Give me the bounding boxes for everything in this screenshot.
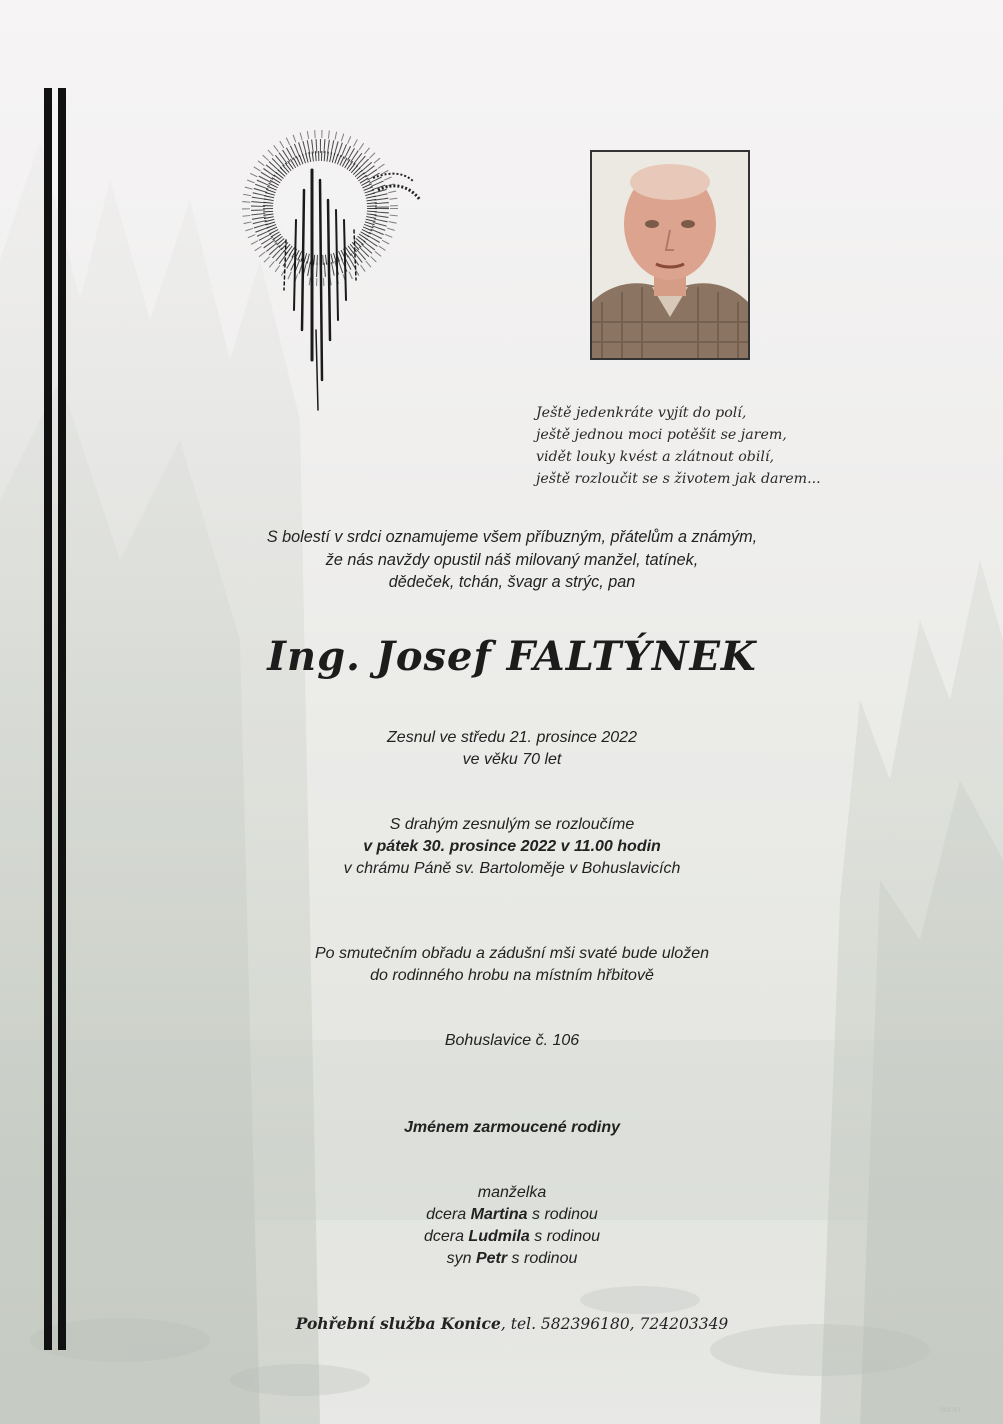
ceremony-intro: S drahým zesnulým se rozloučíme [389, 816, 635, 833]
mourning-bar-outer [44, 88, 52, 1350]
mourning-bar-inner [58, 88, 66, 1350]
intro-line: že nás navždy opustil náš milovaný manžel, tatínek, [325, 550, 699, 569]
ceremony-datetime: v pátek 30. prosince 2022 v 11.00 hodin [363, 838, 661, 855]
burial-info [140, 943, 884, 987]
ceremony-info [140, 814, 884, 880]
family-member [140, 1248, 884, 1270]
ceremony-place: v chrámu Páně sv. Bartoloměje v Bohuslavicích [343, 860, 681, 877]
poem-line: vidět louky kvést a zlátnout obilí, [536, 449, 774, 465]
member-name: Ludmila [468, 1228, 530, 1245]
portrait-photo [590, 150, 750, 360]
poem-line: ještě rozloučit se s životem jak darem... [536, 471, 821, 487]
family-wife: manželka [477, 1184, 547, 1201]
death-date: Zesnul ve středu 21. prosince 2022 [387, 729, 637, 746]
relation-suffix: s rodinou [511, 1250, 578, 1267]
relation-suffix: s rodinou [534, 1228, 601, 1245]
relation: dcera [423, 1228, 464, 1245]
relation: dcera [426, 1206, 467, 1223]
family-member [140, 1204, 884, 1226]
death-age: ve věku 70 let [462, 751, 562, 768]
watermark: ©MCST [939, 1408, 961, 1414]
family-address: Bohuslavice č. 106 [444, 1032, 580, 1049]
poem-line: ještě jednou moci potěšit se jarem, [536, 427, 787, 443]
intro-line: S bolestí v srdci oznamujeme všem příbuzným, přátelům a známým, [266, 528, 758, 546]
poem [536, 402, 866, 490]
family-list [140, 1182, 884, 1270]
family-member [140, 1226, 884, 1248]
funeral-service-phone: , tel. 582396180, 724203349 [500, 1315, 729, 1333]
funeral-service-name: Pohřební služba Konice [295, 1314, 501, 1333]
poem-line: Ještě jedenkráte vyjít do polí, [536, 405, 747, 421]
death-info [140, 727, 884, 771]
deceased-name: Ing. Josef FALTÝNEK [267, 633, 757, 680]
relation-suffix: s rodinou [532, 1206, 598, 1223]
burial-line: Po smutečním obřadu a zádušní mši svaté bude uložen [315, 945, 709, 962]
announcement-intro [140, 526, 884, 594]
funeral-service-footer [140, 1313, 884, 1335]
burial-line: do rodinného hrobu na místním hřbitově [370, 967, 654, 984]
member-name: Martina [470, 1206, 528, 1223]
member-name: Petr [475, 1250, 508, 1267]
intro-line: dědeček, tchán, švagr a strýc, pan [388, 573, 636, 591]
relation: syn [446, 1250, 472, 1267]
sun-reeds-emblem [228, 130, 424, 412]
family-heading: Jménem zarmoucené rodiny [403, 1119, 621, 1136]
